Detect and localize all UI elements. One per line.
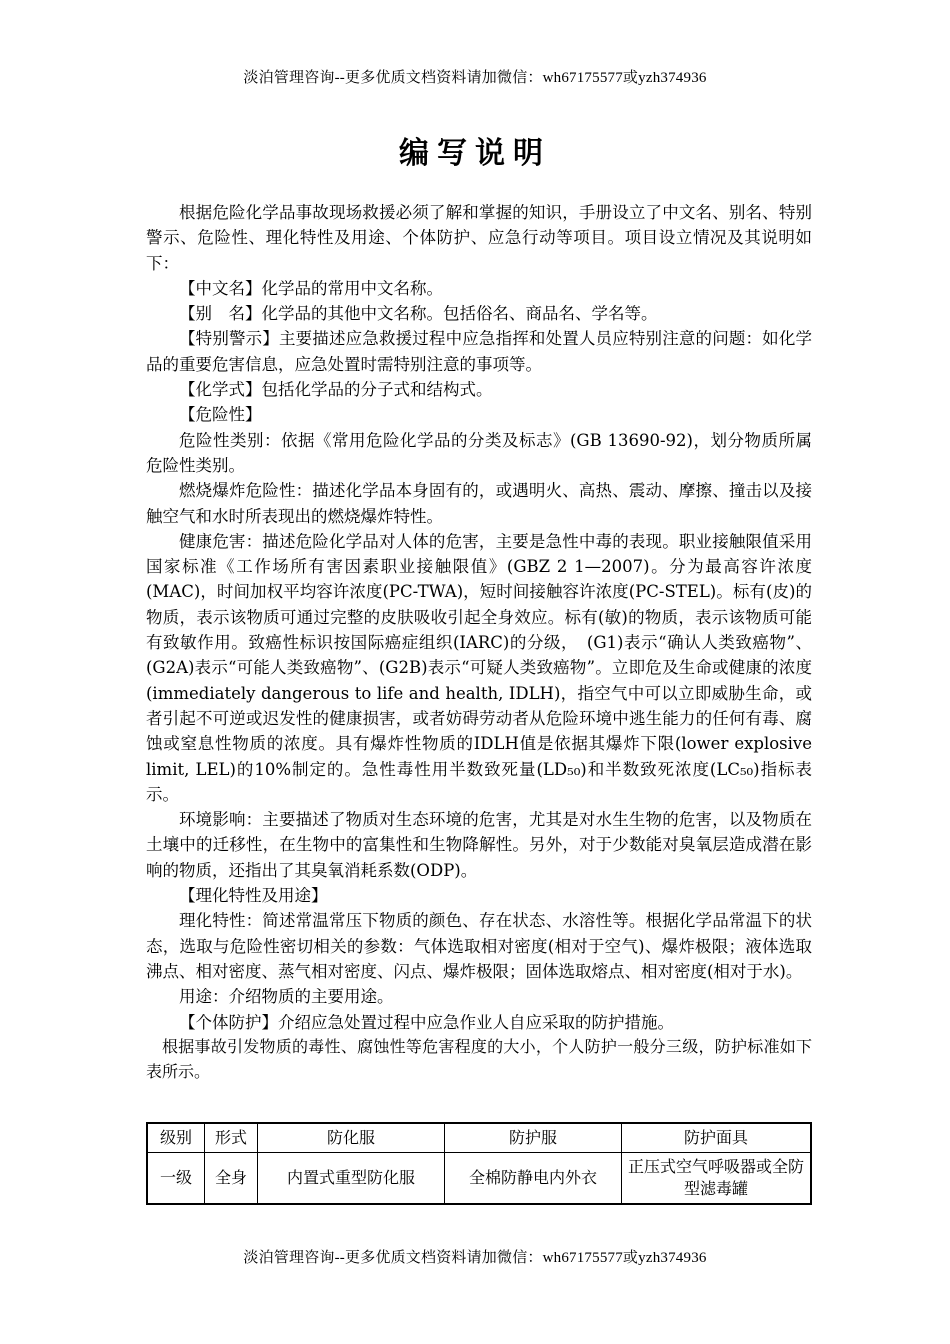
cell-mask: 正压式空气呼吸器或全防型滤毒罐	[622, 1153, 812, 1205]
cell-chem-suit: 内置式重型防化服	[258, 1153, 445, 1205]
item-ppe-heading: 【个体防护】介绍应急处置过程中应急作业人自应采取的防护措施。	[179, 1012, 674, 1032]
item-special-warning: 【特别警示】主要描述应急救援过程中应急指挥和处置人员应特别注意的问题：如化学品的重要危害信息，应急处置时需特别注意的事项等。	[146, 329, 812, 374]
item-hazard-class: 危险性类别：依据《常用危险化学品的分类及标志》(GB 13690-92)，划分物质所属危险性类别。	[146, 430, 812, 475]
cell-protective-suit: 全棉防静电内外衣	[445, 1153, 622, 1205]
page-footer: 淡泊管理咨询--更多优质文档资料请加微信：wh67175577或yzh374936	[243, 1250, 707, 1266]
col-header-form: 形式	[205, 1123, 258, 1153]
item-alias: 【别 名】化学品的其他中文名称。包括俗名、商品名、学名等。	[179, 304, 658, 324]
col-header-mask: 防护面具	[622, 1123, 812, 1153]
item-ppe-note: 根据事故引发物质的毒性、腐蚀性等危害程度的大小，个人防护一般分三级，防护标准如下表所示。	[146, 1038, 812, 1082]
protection-table	[146, 1122, 812, 1205]
col-header-level: 级别	[147, 1123, 205, 1153]
cell-form: 全身	[205, 1153, 258, 1205]
item-health-hazard: 健康危害：描述危险化学品对人体的危害，主要是急性中毒的表现。职业接触限值采用国家标准《工作场所有害因素职业接触限值》(GBZ 2 1—2007)。分为最高容许浓度(MAC)，时间加权平均容许浓度(PC-TWA)，短时间接触容许浓度(PC-STEL)。标有(皮)的物质，表示该物质可通过完整的皮肤吸收引起全身效应。标有(敏)的物质，表示该物质可能有致敏作用。致癌性标识按国际癌症组织(IARC)的分级， (G1)表示“确认人类致癌物”、(G2A)表示“可能人类致癌物”、(G2B)表示“可疑人类致癌物”。立即危及生命或健康的浓度(immediately dangerous to life and health, IDLH)，指空气中可以立即威胁生命，或者引起不可逆或迟发性的健康损害，或者妨碍劳动者从危险环境中逃生能力的任何有毒、腐蚀或窒息性物质的浓度。具有爆炸性物质的IDLH值是依据其爆炸下限(lower explosive limit, LEL)的10%制定的。急性毒性用半数致死量(LD₅₀)和半数致死浓度(LC₅₀)指标表示。	[146, 531, 812, 804]
item-physchem-heading: 【理化特性及用途】	[179, 886, 328, 906]
item-usage: 用途：介绍物质的主要用途。	[179, 987, 394, 1007]
intro-paragraph: 根据危险化学品事故现场救援必须了解和掌握的知识，手册设立了中文名、别名、特别警示、危险性、理化特性及用途、个体防护、应急行动等项目。项目设立情况及其说明如下：	[146, 203, 812, 273]
document-body	[146, 200, 812, 1085]
item-hazard-heading: 【危险性】	[179, 405, 262, 425]
page-header: 淡泊管理咨询--更多优质文档资料请加微信：wh67175577或yzh374936	[243, 70, 707, 86]
item-fire-hazard: 燃烧爆炸危险性：描述化学品本身固有的，或遇明火、高热、震动、摩擦、撞击以及接触空气和水时所表现出的燃烧爆炸特性。	[146, 481, 812, 526]
item-environment: 环境影响：主要描述了物质对生态环境的危害，尤其是对水生生物的危害，以及物质在土壤中的迁移性，在生物中的富集性和生物降解性。另外，对于少数能对臭氧层造成潜在影响的物质，还指出了其臭氧消耗系数(ODP)。	[146, 810, 812, 880]
table-row	[147, 1153, 811, 1205]
item-chinese-name: 【中文名】化学品的常用中文名称。	[179, 278, 443, 298]
table-header-row	[147, 1123, 811, 1153]
col-header-chem-suit: 防化服	[258, 1123, 445, 1153]
page-title: 编写说明	[399, 136, 551, 171]
col-header-protective-suit: 防护服	[445, 1123, 622, 1153]
cell-level: 一级	[147, 1153, 205, 1205]
item-formula: 【化学式】包括化学品的分子式和结构式。	[179, 380, 493, 400]
item-physchem-desc: 理化特性：简述常温常压下物质的颜色、存在状态、水溶性等。根据化学品常温下的状态，选取与危险性密切相关的参数：气体选取相对密度(相对于空气)、爆炸极限；液体选取沸点、相对密度、蒸气相对密度、闪点、爆炸极限；固体选取熔点、相对密度(相对于水)。	[146, 911, 812, 981]
